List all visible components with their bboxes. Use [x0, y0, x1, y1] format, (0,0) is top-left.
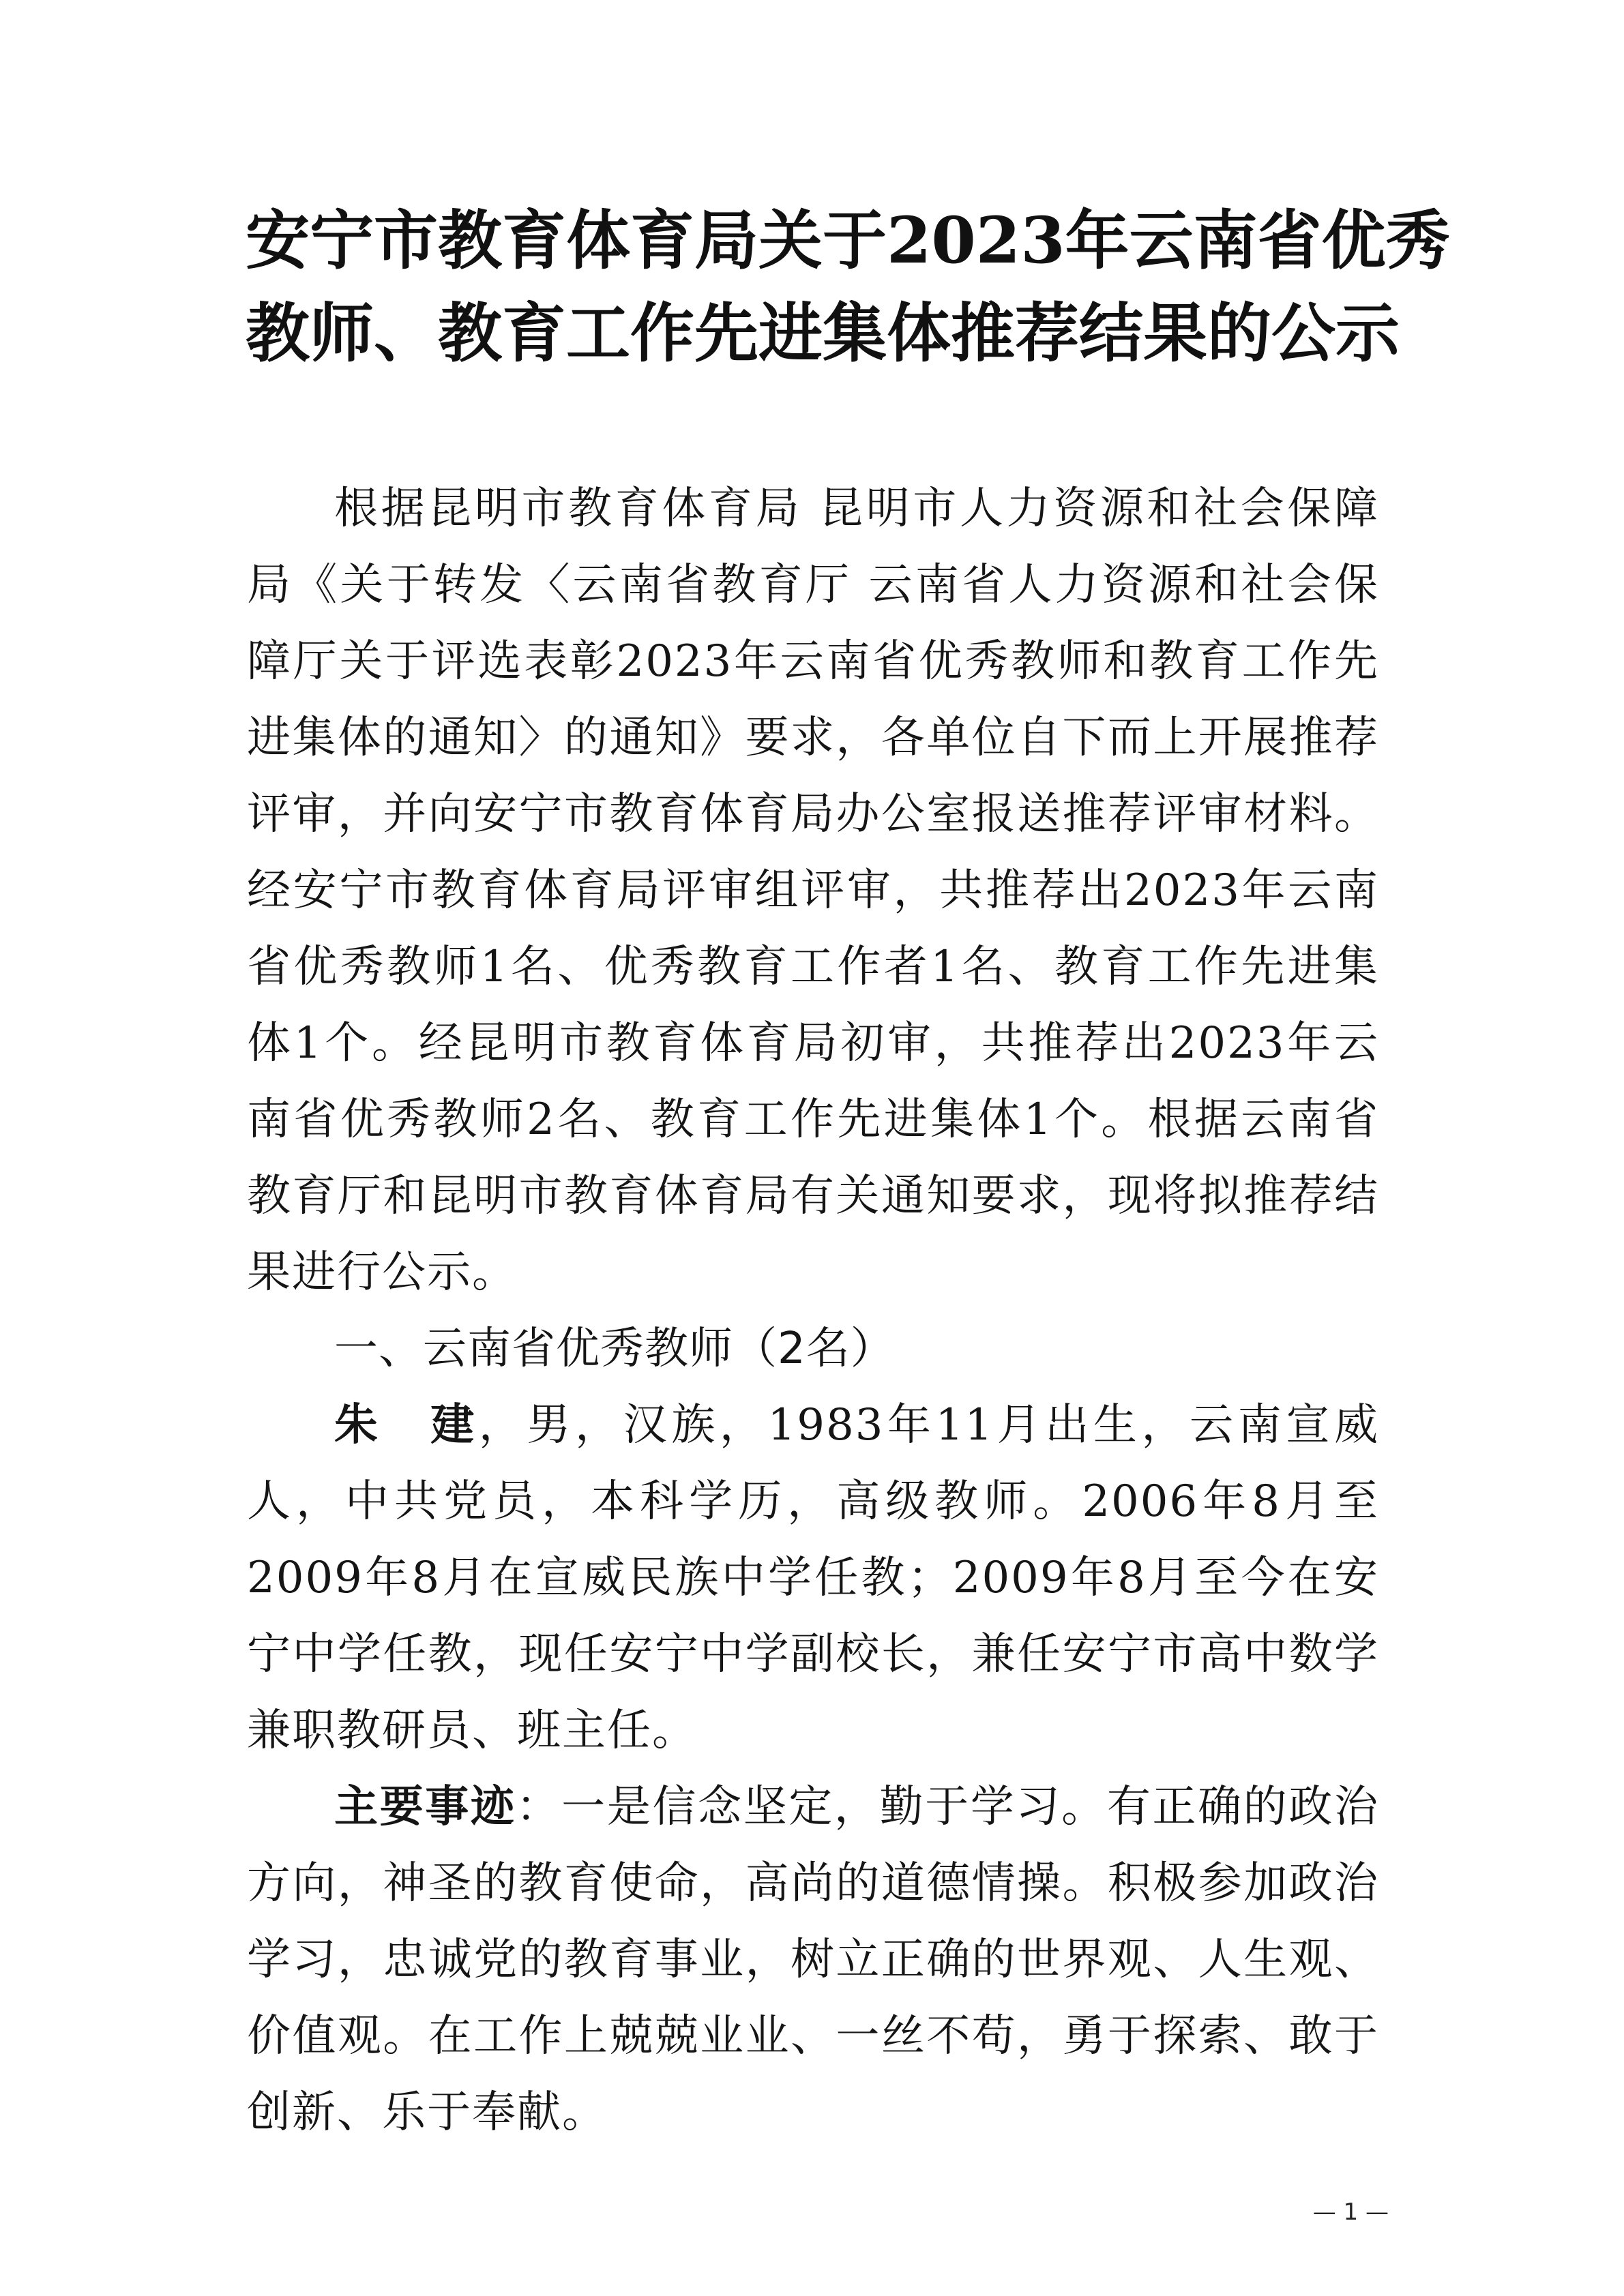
title-line-2: 教师、教育工作先进集体推荐结果的公示 — [246, 296, 1400, 371]
teacher-name: 朱 建 — [334, 1399, 479, 1450]
document-body — [247, 471, 1379, 2151]
achievements-text: ：一是信念坚定，勤于学习。有正确的政治方向，神圣的教育使命，高尚的道德情操。积极参加政治学习，忠诚党的教育事业，树立正确的世界观、人生观、价值观。在工作上兢兢业业、一丝不苟，勇于探索、敢于创新、乐于奉献。 — [247, 1782, 1379, 2138]
teacher-profile-paragraph — [247, 1387, 1379, 1769]
document-title — [246, 194, 1450, 380]
page-number: — 1 — — [1312, 2198, 1389, 2226]
teacher-profile-text: ，男，汉族，1983年11月出生，云南宣威人，中共党员，本科学历，高级教师。2006年8月至2009年8月在宣威民族中学任教；2009年8月至今在安宁中学任教，现任安宁中学副校长，兼任安宁市高中数学兼职教研员、班主任。 — [247, 1400, 1380, 1756]
title-line-1: 安宁市教育体育局关于2023年云南省优秀 — [246, 203, 1450, 278]
achievements-paragraph — [247, 1769, 1379, 2151]
achievements-label: 主要事迹 — [334, 1781, 516, 1832]
section-heading-excellent-teachers: 一、云南省优秀教师（2名） — [334, 1324, 895, 1374]
intro-paragraph: 根据昆明市教育体育局 昆明市人力资源和社会保障局《关于转发〈云南省教育厅 云南省人力资源和社会保障厅关于评选表彰2023年云南省优秀教师和教育工作先进集体的通知〉的通知》要求，各单位自下而上开展推荐评审，并向安宁市教育体育局办公室报送推荐评审材料。经安宁市教育体育局评审组评审，共推荐出2023年云南省优秀教师1名、优秀教育工作者1名、教育工作先进集体1个。经昆明市教育体育局初审，共推荐出2023年云南省优秀教师2名、教育工作先进集体1个。根据云南省教育厅和昆明市教育体育局有关通知要求，现将拟推荐结果进行公示。 — [247, 483, 1379, 1298]
